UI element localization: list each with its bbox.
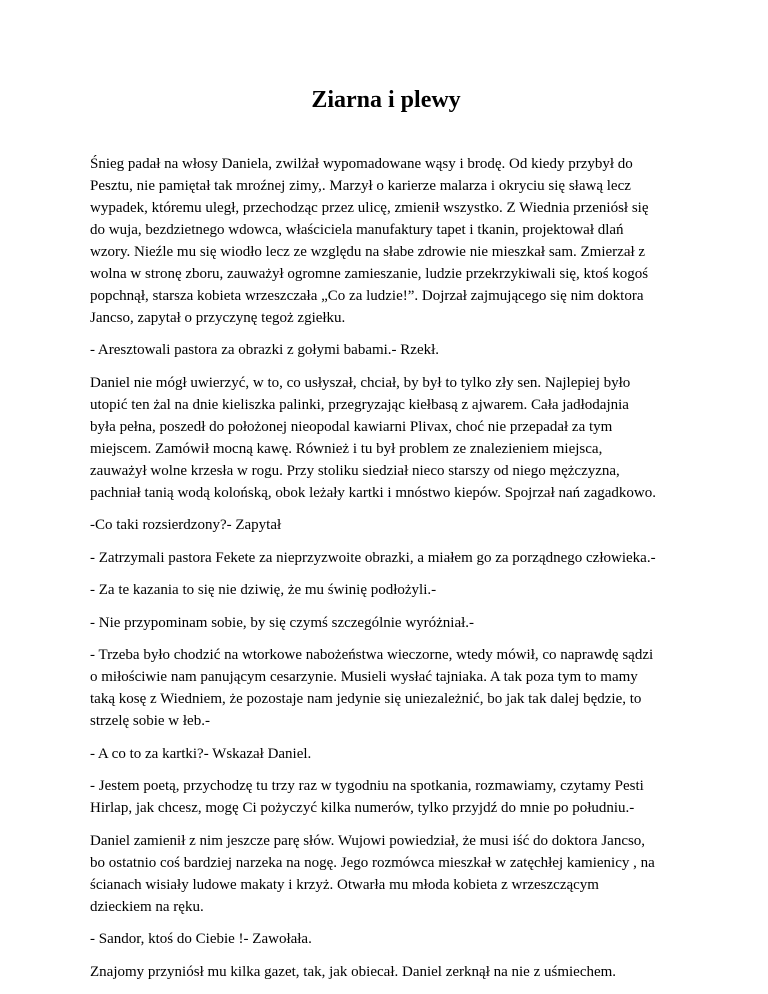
text-line: dzieckiem na ręku. — [90, 898, 204, 915]
text-line: Hirlap, jak chcesz, mogę Ci pożyczyć kilka numerów, tylko przyjdź do mnie po południu.- — [90, 800, 635, 817]
paragraph — [90, 372, 682, 504]
text-line: Jancso, zapytał o przyczynę tegoż zgiełku. — [90, 309, 346, 326]
paragraph — [90, 928, 682, 950]
text-line: bo ostatnio coś bardziej narzeka na nogę. Jego rozmówca mieszkał w zatęchłej kamienicy , na — [90, 854, 655, 871]
text-line: - Za te kazania to się nie dziwię, że mu świnię podłożyli.- — [90, 582, 437, 599]
text-line: wypadek, któremu uległ, przechodząc przez ulicę, zmienił wszystko. Z Wiednia przeniósł się — [90, 199, 649, 216]
text-line: wolna w stronę zboru, zauważył ogromne zamieszanie, ludzie przekrzykiwali się, ktoś kogoś — [90, 265, 649, 282]
text-line: Daniel zamienił z nim jeszcze parę słów. Wujowi powiedział, że musi iść do doktora Jancso, — [90, 832, 646, 849]
paragraph — [90, 547, 682, 569]
text-line: do wuja, bezdzietnego wdowca, właściciela manufaktury tapet i tkanin, projektował dlań — [90, 221, 624, 238]
text-line: -Co taki rozsierdzony?- Zapytał — [90, 517, 282, 534]
paragraph — [90, 644, 682, 732]
paragraph — [90, 514, 682, 536]
text-line: Daniel nie mógł uwierzyć, w to, co usłyszał, chciał, by był to tylko zły sen. Najlepiej było — [90, 374, 631, 391]
text-line: - Nie przypominam sobie, by się czymś szczególnie wyróżniał.- — [90, 614, 475, 631]
text-line: - A co to za kartki?- Wskazał Daniel. — [90, 745, 312, 762]
document-title: Ziarna i plewy — [311, 87, 461, 113]
paragraph — [90, 612, 682, 634]
text-line: - Zatrzymali pastora Fekete za nieprzyzwoite obrazki, a miałem go za porządnego człowieka.- — [90, 549, 656, 566]
text-line: Śnieg padał na włosy Daniela, zwilżał wypomadowane wąsy i brodę. Od kiedy przybył do — [90, 155, 633, 172]
text-line: - Aresztowali pastora za obrazki z gołymi babami.- Rzekł. — [90, 342, 440, 359]
text-line: - Jestem poetą, przychodzę tu trzy raz w tygodniu na spotkania, rozmawiamy, czytamy Pesti — [90, 778, 644, 795]
text-line: była pełna, poszedł do położonej nieopodal kawiarni Plivax, choć nie przepadał za tym — [90, 418, 613, 435]
text-line: miejscem. Zamówił mocną kawę. Również i tu był problem ze znalezieniem miejsca, — [90, 440, 603, 457]
text-line: - Trzeba było chodzić na wtorkowe nabożeństwa wieczorne, wtedy mówił, co naprawdę sądzi — [90, 647, 654, 664]
text-line: pachniał tanią wodą kolońską, obok leżały kartki i mnóstwo kiepów. Spojrzał nań zagadkowo. — [90, 484, 656, 501]
document-body — [90, 153, 682, 983]
paragraph — [90, 153, 682, 329]
paragraph — [90, 830, 682, 918]
paragraph — [90, 961, 682, 983]
paragraph — [90, 743, 682, 765]
text-line: strzelę sobie w łeb.- — [90, 713, 210, 730]
text-line: popchnął, starsza kobieta wrzeszczała „Co za ludzie!”. Dojrzał zajmującego się nim doktora — [90, 287, 644, 304]
text-line: Pesztu, nie pamiętał tak mroźnej zimy,. Marzył o karierze malarza i okryciu się sławą lecz — [90, 177, 631, 194]
paragraph — [90, 579, 682, 601]
text-line: Znajomy przyniósł mu kilka gazet, tak, jak obiecał. Daniel zerknął na nie z uśmiechem. — [90, 963, 617, 980]
document-page — [90, 86, 682, 993]
text-line: wzory. Nieźle mu się wiodło lecz ze względu na słabe zdrowie nie mieszkał sam. Zmierzał z — [90, 243, 646, 260]
paragraph — [90, 339, 682, 361]
paragraph — [90, 775, 682, 819]
text-line: taką kosę z Wiedniem, że pozostaje nam jedynie się uniezależnić, bo jak tak dalej będzie, to — [90, 691, 642, 708]
text-line: zauważył wolne krzesła w rogu. Przy stoliku siedział nieco starszy od niego mężczyzna, — [90, 462, 620, 479]
text-line: - Sandor, ktoś do Ciebie !- Zawołała. — [90, 931, 312, 948]
text-line: utopić ten żal na dnie kieliszka palinki, przegryzając kiełbasą z ajwarem. Cała jadłodajnia — [90, 396, 629, 413]
text-line: o miłościwie nam panującym cesarzynie. Musieli wysłać tajniaka. A tak poza tym to mamy — [90, 669, 638, 686]
text-line: ścianach wisiały ludowe makaty i krzyż. Otwarła mu młoda kobieta z wrzeszczącym — [90, 876, 599, 893]
